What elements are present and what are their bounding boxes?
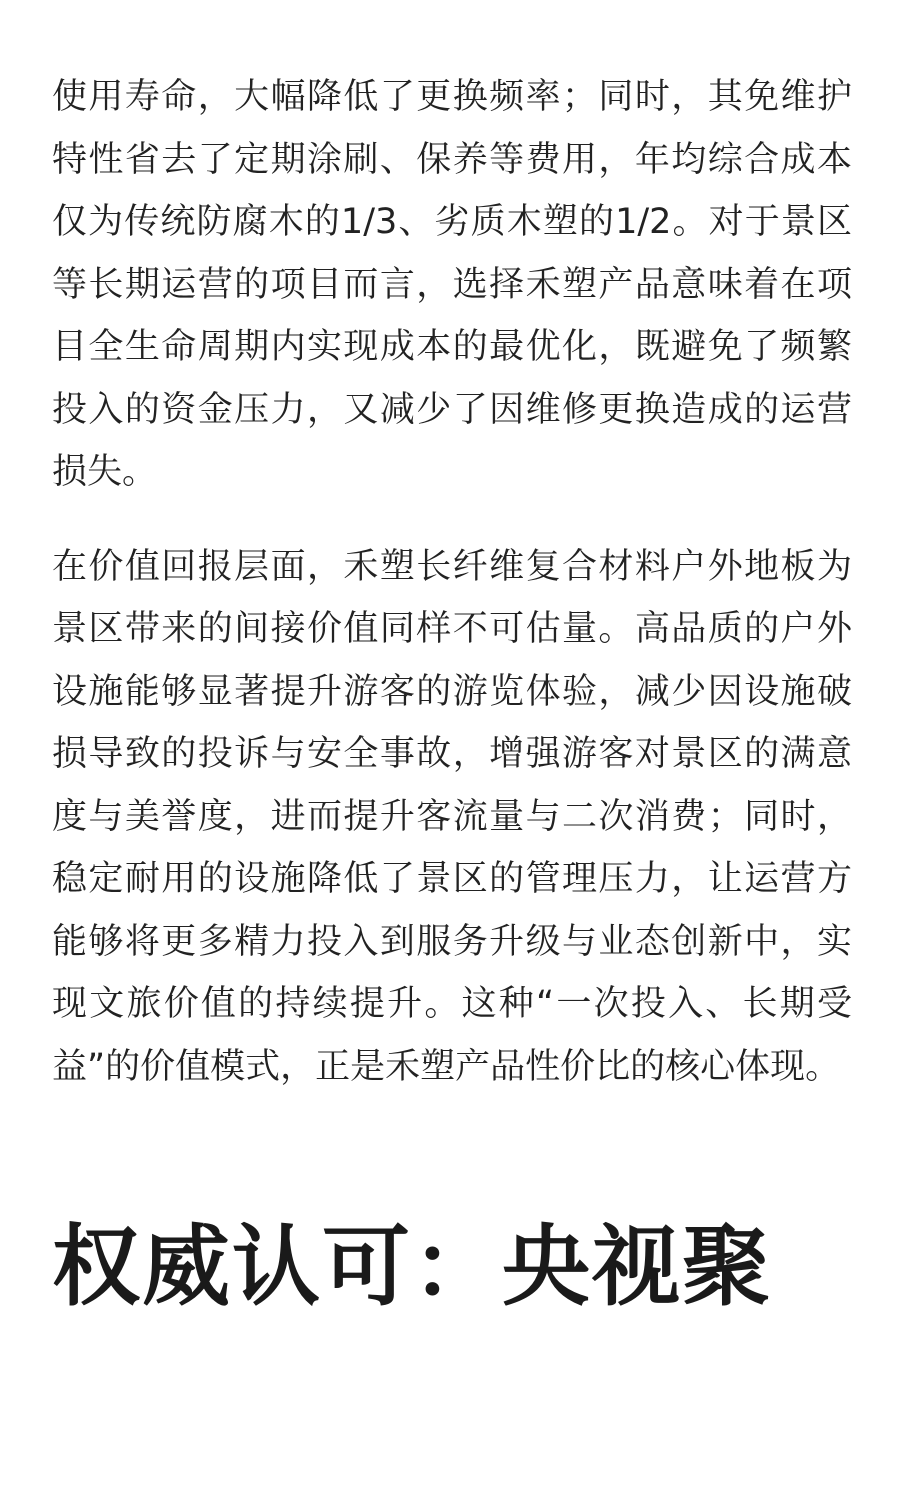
article-paragraph: 在价值回报层面，禾塑长纤维复合材料户外地板为景区带来的间接价值同样不可估量。高品质的户外设施能够显著提升游客的游览体验，减少因设施破损导致的投诉与安全事故，增强游客对景区的满意度与美誉度，进而提升客流量与二次消费；同时，稳定耐用的设施降低了景区的管理压力，让运营方能够将更多精力投入到服务升级与业态创新中，实现文旅价值的持续提升。这种“一次投入、长期受益”的价值模式，正是禾塑产品性价比的核心体现。 xyxy=(52,546,852,1087)
section-heading: 权威认可：央视聚 xyxy=(52,1215,773,1318)
article-body xyxy=(52,66,852,1098)
article-paragraph: 使用寿命，大幅降低了更换频率；同时，其免维护特性省去了定期涂刷、保养等费用，年均综合成本仅为传统防腐木的1/3、劣质木塑的1/2。对于景区等长期运营的项目而言，选择禾塑产品意味着在项目全生命周期内实现成本的最优化，既避免了频繁投入的资金压力，又减少了因维修更换造成的运营损失。 xyxy=(52,77,852,492)
